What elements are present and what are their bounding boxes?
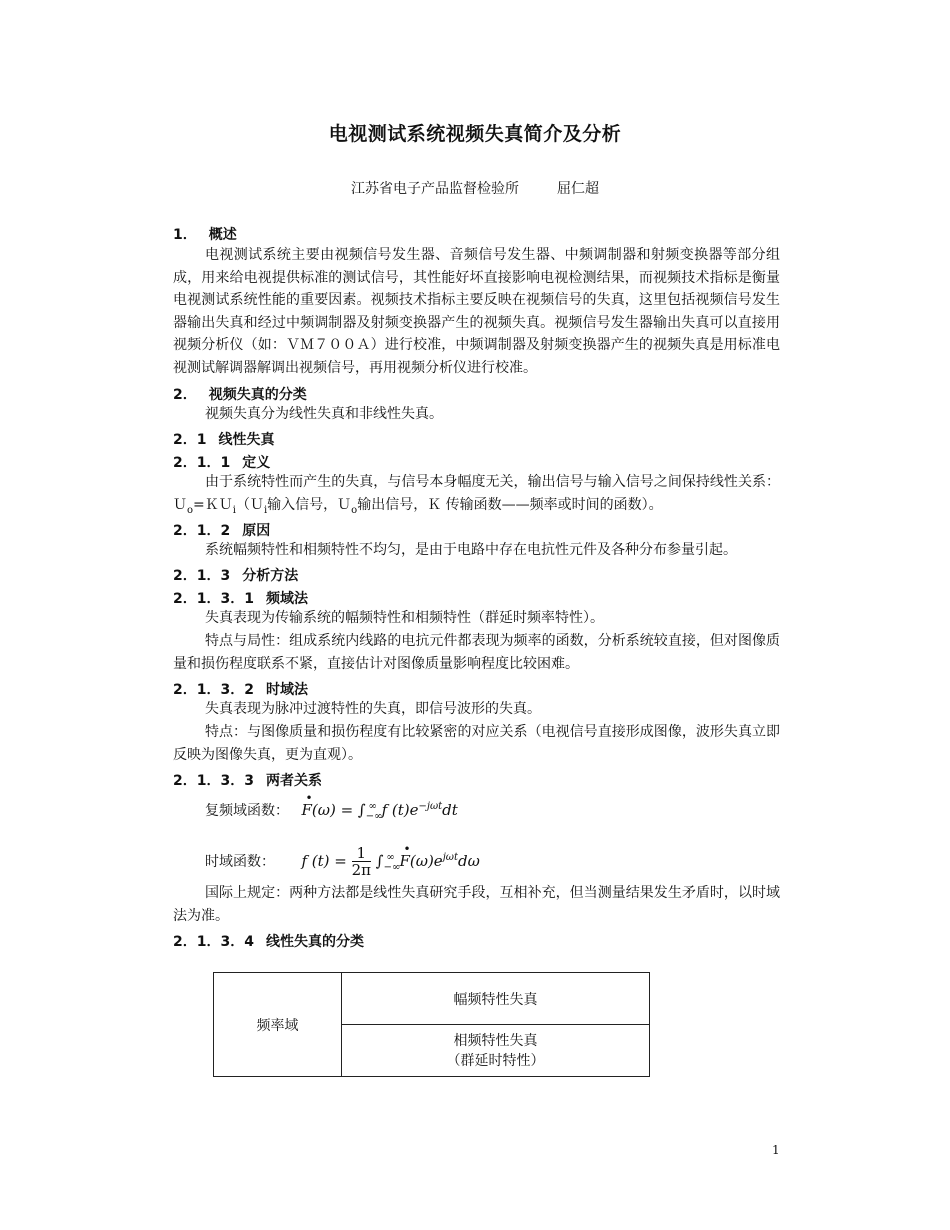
formula-label: 时域函数：	[205, 853, 275, 870]
text-run: 输入信号，Ｕ	[267, 496, 352, 513]
byline-author: 屈仁超	[557, 181, 599, 197]
heading-text: 线性失真的分类	[265, 934, 364, 950]
subscript: o	[187, 504, 194, 516]
byline-org: 江苏省电子产品监督检验所	[351, 181, 519, 197]
heading-2-1	[173, 429, 274, 449]
distortion-classification-table	[213, 972, 650, 1077]
subscript: o	[351, 504, 358, 516]
heading-number: 2．	[173, 387, 197, 403]
paragraph-time-1: 失真表现为脉冲过渡特性的失真，即信号波形的失真。	[205, 701, 541, 717]
heading-1	[173, 224, 237, 244]
paragraph-freq-1: 失真表现为传输系统的幅频特性和相频特性（群延时频率特性）。	[205, 610, 604, 626]
formula-expression: F • $(\omega) = \int_{-\infty}^\infty$ f $(t)e^{-j\omega t}dt$	[301, 791, 458, 822]
heading-text: 定义	[242, 455, 271, 471]
heading-text: 分析方法	[242, 568, 299, 584]
formula-expression: f (t) = $\frac{1}{2\pi}$ $\int_{-\infty}^\infty$ F • $(\omega)e^{j\omega t}d\omega$	[301, 841, 480, 879]
paragraph-time-2: 特点：与图像质量和损伤程度有比较紧密的对应关系（电视信号直接形成图像，波形失真立即反映为图像失真，更为直观）。	[173, 724, 780, 763]
subscript: i	[232, 504, 236, 516]
heading-2-1-3	[173, 565, 298, 585]
page-number: 1	[772, 1143, 780, 1157]
heading-2-1-3-2	[173, 679, 308, 699]
formula-frequency-domain	[205, 791, 458, 822]
heading-text: 频域法	[265, 591, 308, 607]
table-cell-phase-line1: 相频特性失真	[453, 1032, 538, 1049]
formula-label: 复频域函数：	[205, 803, 289, 819]
heading-number: 2．1	[173, 432, 207, 448]
heading-2-1-3-3	[173, 770, 322, 790]
paragraph-classification: 视频失真分为线性失真和非线性失真。	[205, 406, 443, 422]
table-cell-phase-line2: （群延时特性）	[446, 1052, 545, 1069]
table-cell-amplitude: 幅频特性失真	[342, 973, 650, 1025]
byline	[0, 178, 950, 198]
paragraph-freq-2: 特点与局性：组成系统内线路的电抗元件都表现为频率的函数，分析系统较直接，但对图像质量和损伤程度联系不紧，直接估计对图像质量影响程度比较困难。	[173, 633, 780, 672]
formula-time-domain	[205, 841, 480, 879]
heading-number: 2．1．3．4	[173, 934, 254, 950]
heading-number: 2．1．1	[173, 455, 231, 471]
heading-number: 2．1．3．1	[173, 591, 254, 607]
table-cell-phase	[342, 1025, 650, 1077]
heading-text: 原因	[242, 523, 271, 539]
heading-2	[173, 384, 307, 404]
heading-number: 2．1．3．2	[173, 682, 254, 698]
heading-2-1-1	[173, 452, 270, 472]
subscript: i	[263, 504, 268, 516]
heading-2-1-3-1	[173, 588, 308, 608]
paragraph-overview: 电视测试系统主要由视频信号发生器、音频信号发生器、中频调制器和射频变换器等部分组成，用来给电视提供标准的测试信号，其性能好坏直接影响电视检测结果，而视频技术指标是衡量电视测试系统性能的重要因素。视频技术指标主要反映在视频信号的失真，这里包括视频信号发生器输出失真和经过中频调制器及射频变换器产生的视频失真。视频信号发生器输出失真可以直接用视频分析仪（如：ＶＭ７００Ａ）进行校准，中频调制器及射频变换器产生的视频失真是用标准电视测试解调器解调出视频信号，再用视频分析仪进行校准。	[173, 247, 780, 376]
heading-text: 视频失真的分类	[208, 387, 307, 403]
heading-text: 时域法	[265, 682, 308, 698]
heading-text: 概述	[208, 227, 237, 243]
heading-2-1-3-4	[173, 931, 364, 951]
heading-text: 两者关系	[265, 773, 322, 789]
paragraph-definition	[173, 471, 780, 522]
heading-number: 2．1．3．3	[173, 773, 254, 789]
document-title: 电视测试系统视频失真简介及分析	[328, 123, 622, 145]
text-run: =ＫＵ	[193, 496, 233, 513]
paragraph-relation: 国际上规定：两种方法都是线性失真研究手段，互相补充，但当测量结果发生矛盾时，以时域法为准。	[173, 885, 780, 924]
text-run: 输出信号，Ｋ 传输函数——频率或时间的函数）。	[357, 496, 663, 513]
table-cell-domain: 频率域	[214, 973, 342, 1077]
heading-text: 线性失真	[218, 432, 275, 448]
text-run: 由于系统特性而产生的失真，与信号本身幅度无关，输出信号与输入信号之间保持线性关系：Ｕ	[173, 474, 780, 513]
paragraph-cause: 系统幅频特性和相频特性不均匀，是由于电路中存在电抗性元件及各种分布参量引起。	[205, 542, 737, 558]
heading-number: 1．	[173, 227, 197, 243]
text-run: （Ｕ	[235, 496, 264, 513]
heading-number: 2．1．3	[173, 568, 231, 584]
heading-2-1-2	[173, 520, 270, 540]
heading-number: 2．1．2	[173, 523, 231, 539]
